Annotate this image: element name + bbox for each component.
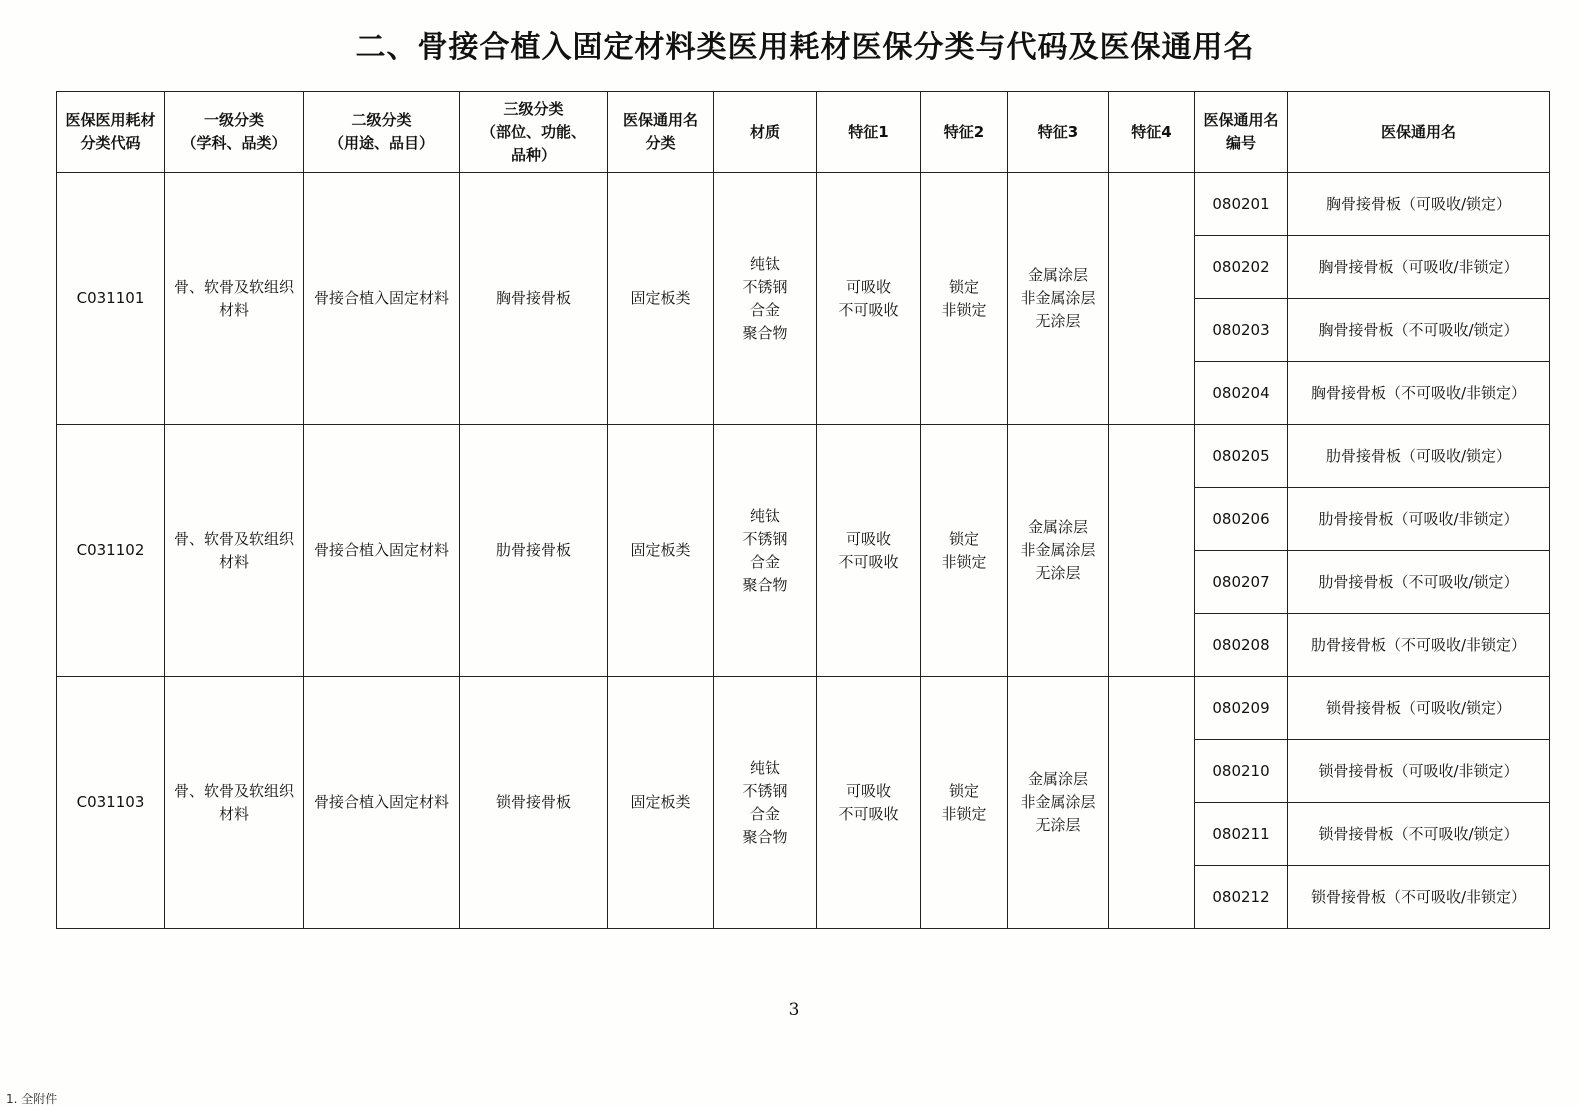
code-cell: C031101: [57, 173, 165, 425]
level3-cell: 胸骨接骨板: [460, 173, 608, 425]
feature4-cell: [1109, 425, 1195, 677]
feature3-cell: 金属涂层 非金属涂层 无涂层: [1008, 677, 1109, 929]
generic-name-cell: 肋骨接骨板（可吸收/锁定）: [1288, 425, 1550, 488]
level1-cell: 骨、软骨及软组织 材料: [165, 173, 304, 425]
feature4-cell: [1109, 173, 1195, 425]
generic-name-cell: 胸骨接骨板（不可吸收/锁定）: [1288, 299, 1550, 362]
category-cell: 固定板类: [608, 425, 714, 677]
material-cell: 纯钛 不锈钢 合金 聚合物: [714, 677, 817, 929]
feature2-cell: 锁定 非锁定: [921, 677, 1008, 929]
level3-cell: 肋骨接骨板: [460, 425, 608, 677]
generic-id-cell: 080208: [1195, 614, 1288, 677]
generic-name-cell: 肋骨接骨板（可吸收/非锁定）: [1288, 488, 1550, 551]
generic-name-cell: 锁骨接骨板（不可吸收/非锁定）: [1288, 866, 1550, 929]
generic-name-cell: 锁骨接骨板（可吸收/锁定）: [1288, 677, 1550, 740]
generic-id-cell: 080205: [1195, 425, 1288, 488]
header-feature2: 特征2: [921, 92, 1008, 173]
generic-id-cell: 080201: [1195, 173, 1288, 236]
header-generic-id: 医保通用名 编号: [1195, 92, 1288, 173]
header-feature3: 特征3: [1008, 92, 1109, 173]
level2-cell: 骨接合植入固定材料: [304, 425, 460, 677]
generic-name-cell: 胸骨接骨板（可吸收/非锁定）: [1288, 236, 1550, 299]
feature1-cell: 可吸收 不可吸收: [817, 425, 921, 677]
generic-id-cell: 080212: [1195, 866, 1288, 929]
level1-cell: 骨、软骨及软组织 材料: [165, 425, 304, 677]
feature3-cell: 金属涂层 非金属涂层 无涂层: [1008, 425, 1109, 677]
feature4-cell: [1109, 677, 1195, 929]
header-category: 医保通用名 分类: [608, 92, 714, 173]
table-row: [57, 677, 1550, 740]
level2-cell: 骨接合植入固定材料: [304, 677, 460, 929]
generic-name-cell: 胸骨接骨板（不可吸收/非锁定）: [1288, 362, 1550, 425]
feature2-cell: 锁定 非锁定: [921, 173, 1008, 425]
page-title: 二、骨接合植入固定材料类医用耗材医保分类与代码及医保通用名: [355, 30, 1255, 65]
footer-fragment: 1. 全附件: [6, 1092, 58, 1106]
category-cell: 固定板类: [608, 677, 714, 929]
table-row: [57, 173, 1550, 236]
generic-id-cell: 080206: [1195, 488, 1288, 551]
level1-cell: 骨、软骨及软组织 材料: [165, 677, 304, 929]
generic-name-cell: 锁骨接骨板（不可吸收/锁定）: [1288, 803, 1550, 866]
material-cell: 纯钛 不锈钢 合金 聚合物: [714, 425, 817, 677]
table-row: [57, 425, 1550, 488]
header-level3: 三级分类 （部位、功能、 品种）: [460, 92, 608, 173]
generic-id-cell: 080209: [1195, 677, 1288, 740]
generic-name-cell: 胸骨接骨板（可吸收/锁定）: [1288, 173, 1550, 236]
feature3-cell: 金属涂层 非金属涂层 无涂层: [1008, 173, 1109, 425]
header-material: 材质: [714, 92, 817, 173]
code-cell: C031103: [57, 677, 165, 929]
feature1-cell: 可吸收 不可吸收: [817, 173, 921, 425]
classification-table: [56, 91, 1550, 929]
feature1-cell: 可吸收 不可吸收: [817, 677, 921, 929]
generic-id-cell: 080207: [1195, 551, 1288, 614]
feature2-cell: 锁定 非锁定: [921, 425, 1008, 677]
code-cell: C031102: [57, 425, 165, 677]
material-cell: 纯钛 不锈钢 合金 聚合物: [714, 173, 817, 425]
generic-id-cell: 080210: [1195, 740, 1288, 803]
level2-cell: 骨接合植入固定材料: [304, 173, 460, 425]
header-feature4: 特征4: [1109, 92, 1195, 173]
generic-id-cell: 080211: [1195, 803, 1288, 866]
generic-id-cell: 080203: [1195, 299, 1288, 362]
generic-name-cell: 肋骨接骨板（不可吸收/锁定）: [1288, 551, 1550, 614]
level3-cell: 锁骨接骨板: [460, 677, 608, 929]
page-number: 3: [788, 1000, 800, 1020]
header-row: [57, 92, 1550, 173]
header-code: 医保医用耗材 分类代码: [57, 92, 165, 173]
category-cell: 固定板类: [608, 173, 714, 425]
generic-name-cell: 肋骨接骨板（不可吸收/非锁定）: [1288, 614, 1550, 677]
header-level1: 一级分类 （学科、品类）: [165, 92, 304, 173]
generic-id-cell: 080202: [1195, 236, 1288, 299]
generic-name-cell: 锁骨接骨板（可吸收/非锁定）: [1288, 740, 1550, 803]
header-feature1: 特征1: [817, 92, 921, 173]
header-level2: 二级分类 （用途、品目）: [304, 92, 460, 173]
generic-id-cell: 080204: [1195, 362, 1288, 425]
header-generic-name: 医保通用名: [1288, 92, 1550, 173]
